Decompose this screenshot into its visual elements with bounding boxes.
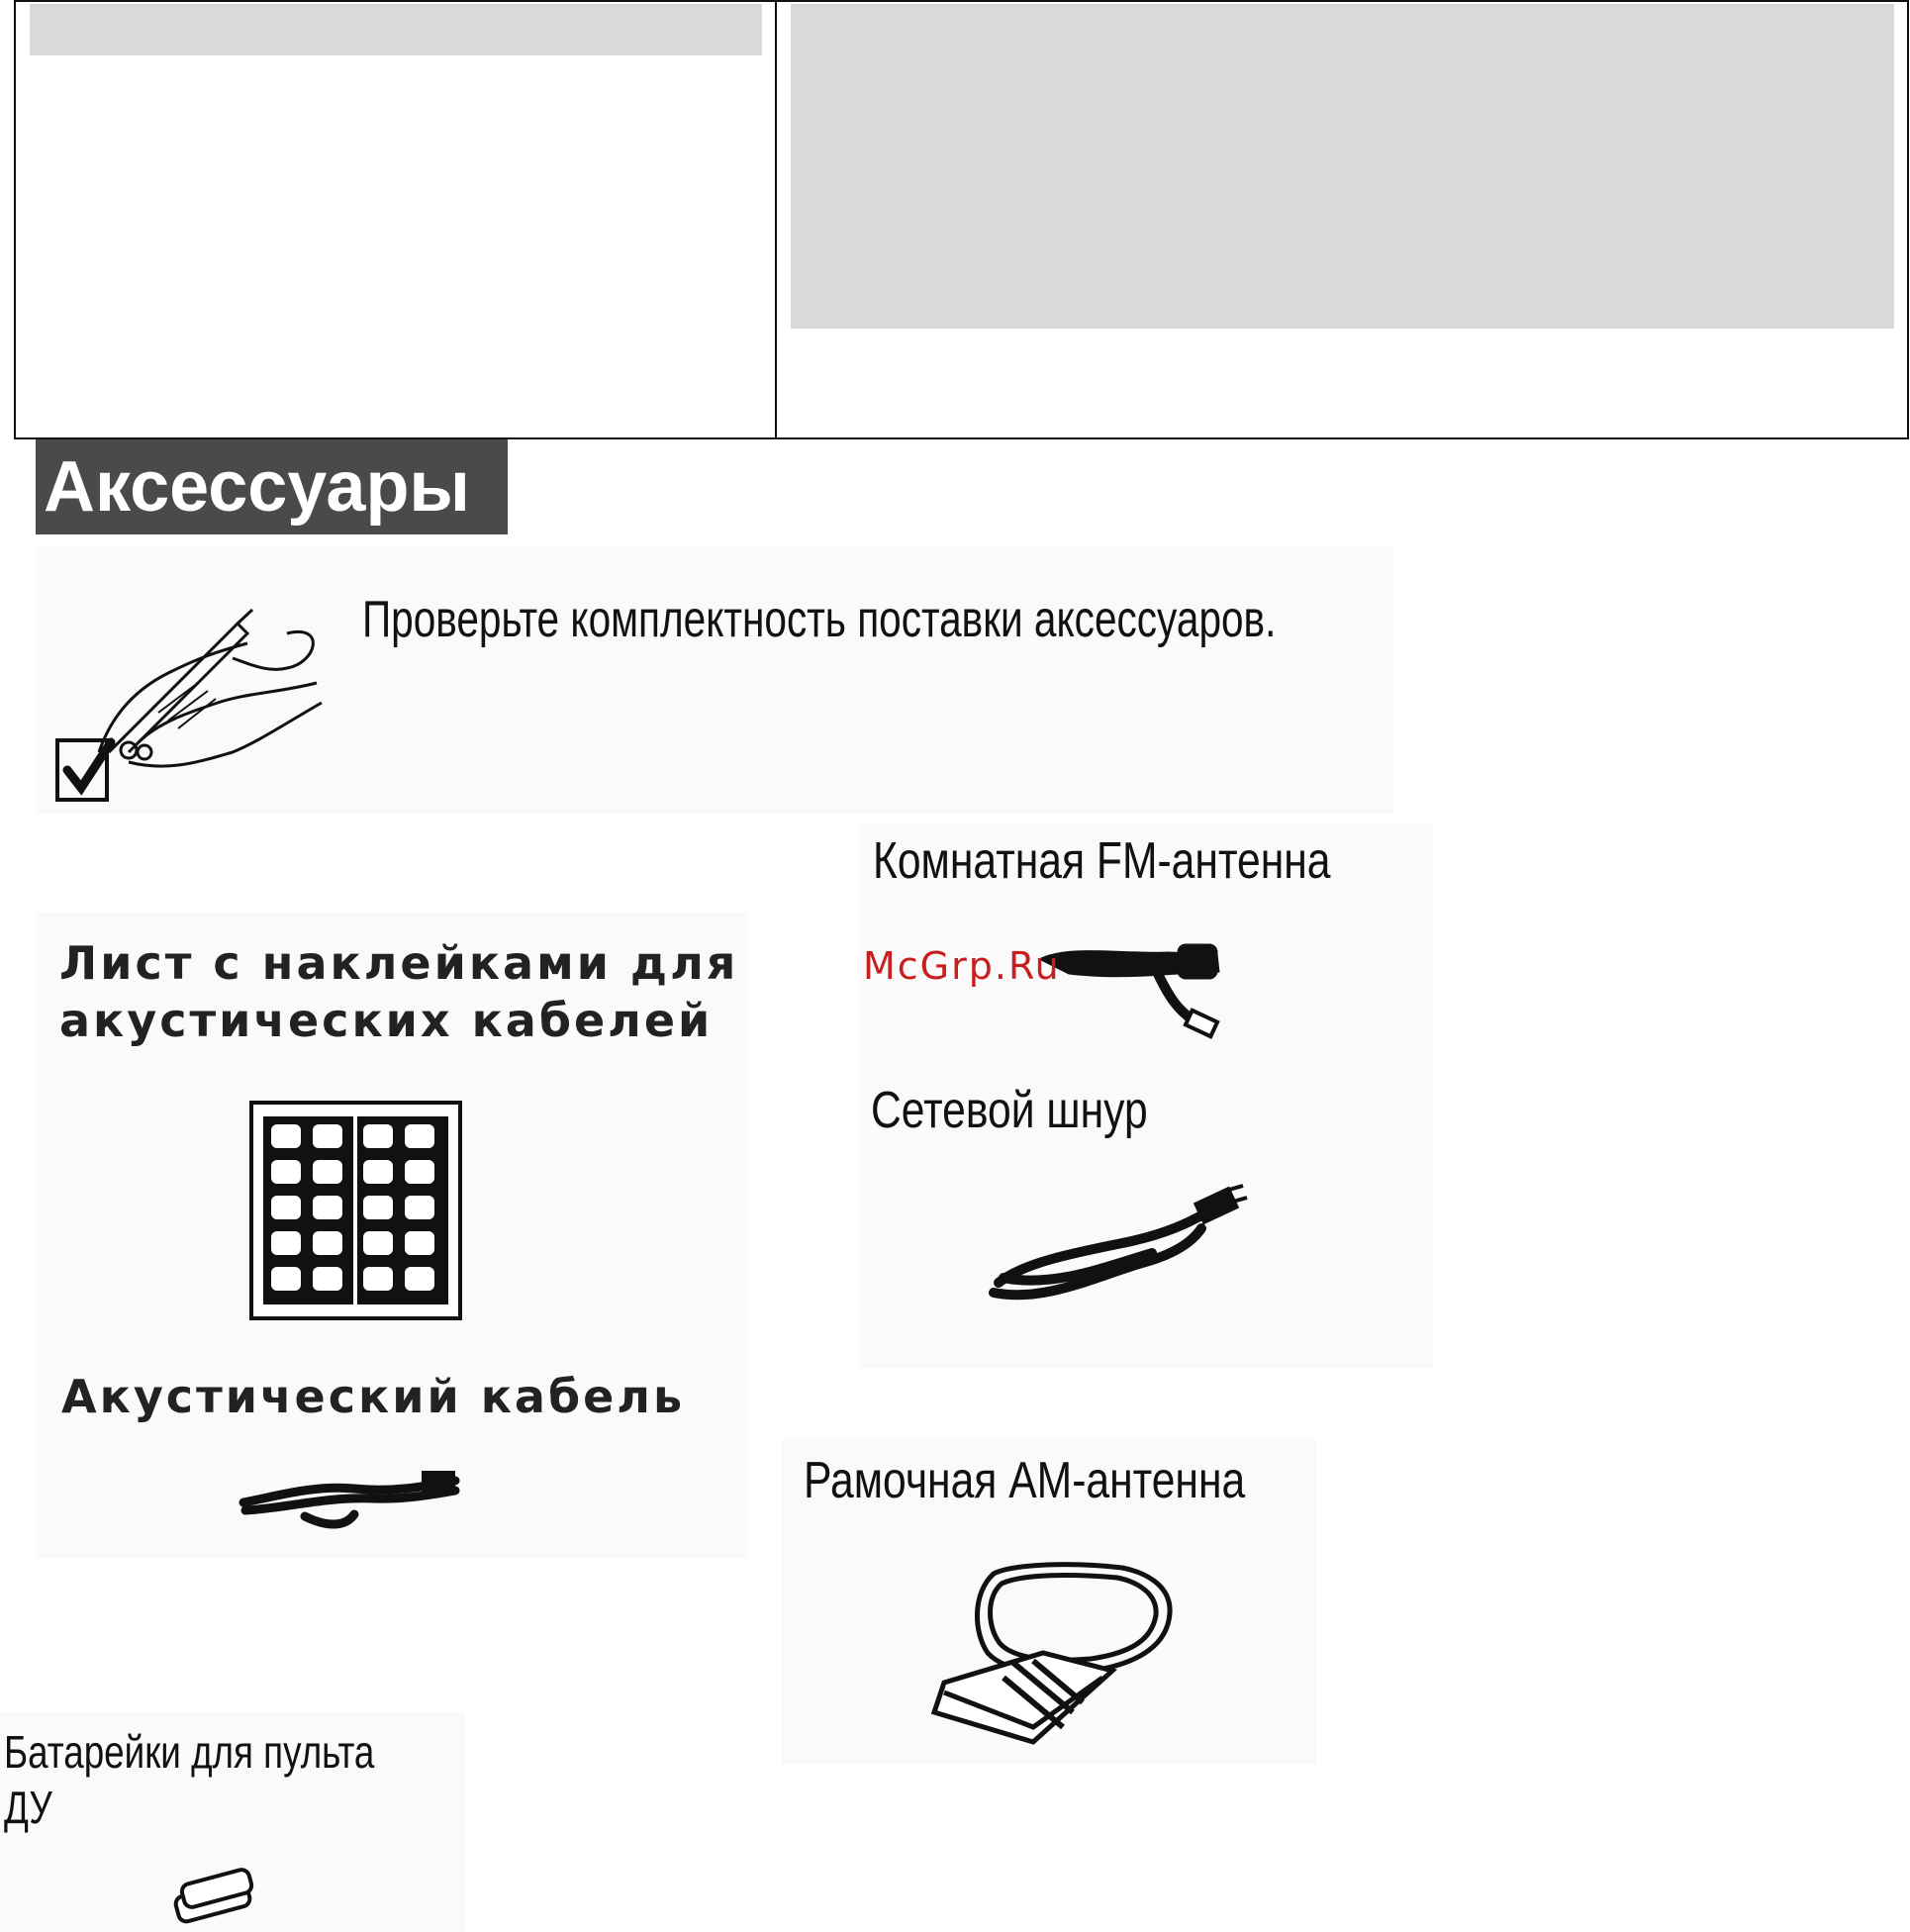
- watermark: McGrp.Ru: [863, 944, 1061, 988]
- sticker-cell: [405, 1124, 434, 1148]
- sticker-cell: [271, 1267, 301, 1291]
- sticker-cell: [363, 1124, 393, 1148]
- sticker-sheet-icon: [249, 1101, 462, 1320]
- sticker-cell: [271, 1196, 301, 1219]
- gray-block-left: [30, 4, 762, 55]
- hand-checkmark-icon: [49, 604, 336, 812]
- sticker-sheet-label-line1: Лист с наклейками для: [59, 936, 739, 990]
- sticker-cell: [405, 1196, 434, 1219]
- am-antenna-label: Рамочная АМ-антенна: [804, 1452, 1246, 1509]
- fm-antenna-label: Комнатная FM-антенна: [873, 832, 1331, 890]
- sticker-cell: [363, 1267, 393, 1291]
- speaker-cable-icon: [236, 1467, 463, 1538]
- sticker-cell: [313, 1160, 342, 1184]
- sticker-cell: [313, 1267, 342, 1291]
- sticker-sheet-label: [59, 934, 752, 1049]
- sticker-cell: [405, 1160, 434, 1184]
- top-table-divider: [775, 0, 777, 439]
- power-cord-icon: [984, 1184, 1251, 1312]
- power-cord-label: Сетевой шнур: [871, 1082, 1148, 1139]
- sticker-cell: [363, 1196, 393, 1219]
- sticker-cell: [271, 1231, 301, 1255]
- gray-block-right: [791, 4, 1894, 329]
- section-heading: Аксессуары: [36, 439, 508, 534]
- instruction-text: Проверьте комплектность поставки аксессуаров.: [362, 591, 1277, 648]
- batteries-icon: [170, 1869, 259, 1928]
- sticker-cell: [363, 1160, 393, 1184]
- sticker-cell: [405, 1267, 434, 1291]
- batteries-label: Батарейки для пульта ДУ: [4, 1726, 375, 1833]
- sticker-cell: [271, 1160, 301, 1184]
- am-loop-antenna-icon: [924, 1554, 1182, 1752]
- sticker-sheet-label-line2: акустических кабелей: [59, 994, 714, 1047]
- sticker-cell: [313, 1196, 342, 1219]
- speaker-cable-label: Акустический кабель: [61, 1370, 686, 1423]
- sticker-cell: [405, 1231, 434, 1255]
- sticker-cell: [271, 1124, 301, 1148]
- sticker-cell: [363, 1231, 393, 1255]
- sticker-cell: [313, 1124, 342, 1148]
- sticker-cell: [313, 1231, 342, 1255]
